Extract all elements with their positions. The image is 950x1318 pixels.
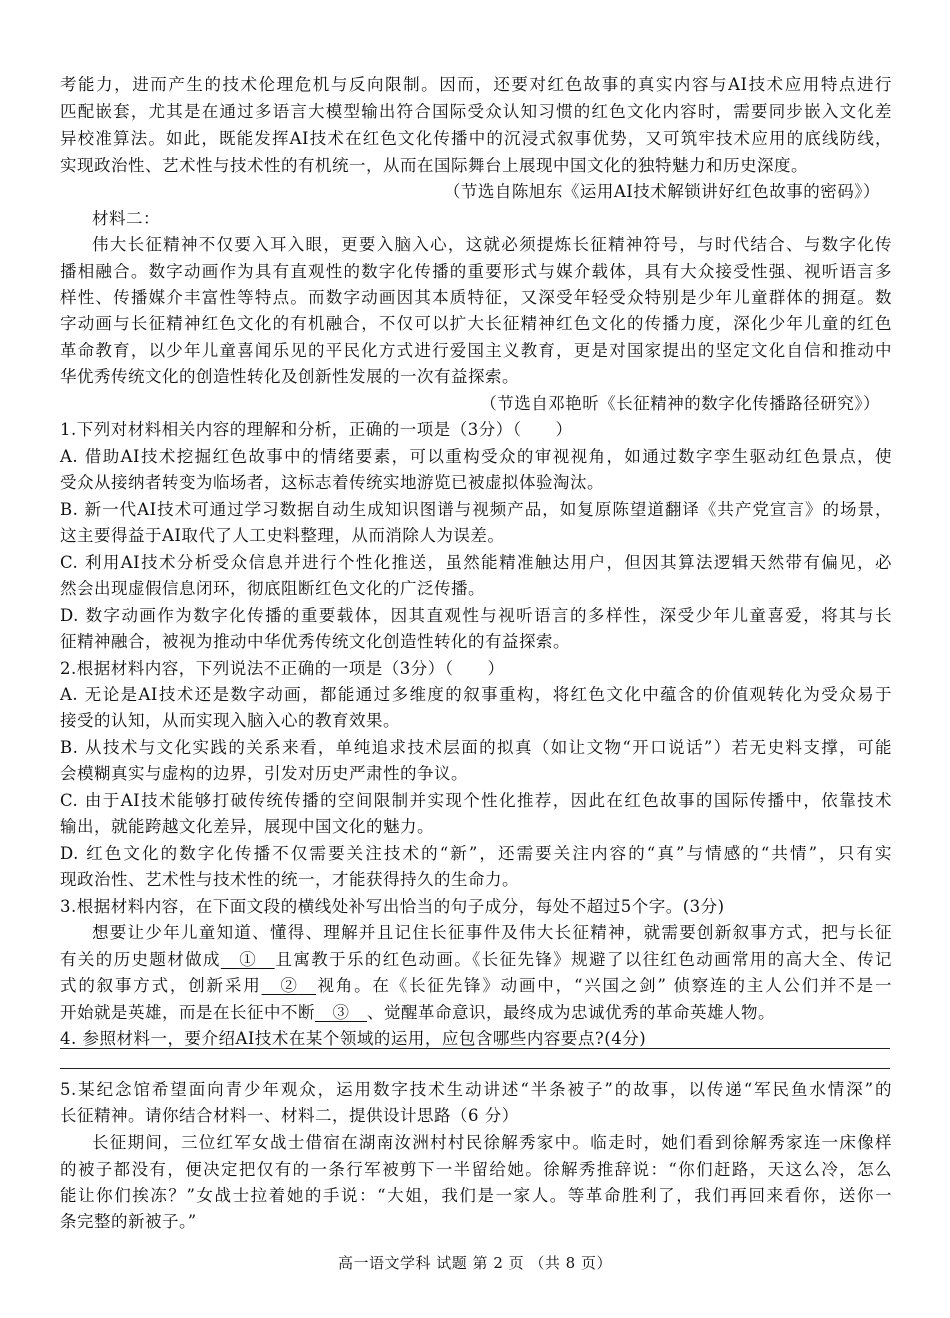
option-c-cont: 然会出现虚假信息闭环，彻底阻断红色文化的广泛传播。 [60,579,485,598]
text-line: 字动画与长征精神红色文化的有机融合，不仅可以扩大长征精神红色文化的传播力度，深化少年儿童的红色 [60,314,892,333]
answer-line [60,1068,890,1069]
blank-3: ③ [332,1003,350,1022]
option-d: D. 数字动画作为数字化传播的重要载体，因其直观性与视听语言的多样性，深受少年儿童喜爱，将其与长 [60,606,892,625]
source-citation: （节选自邓艳昕《长征精神的数字化传播路径研究》） [480,394,880,413]
source-citation: （节选自陈旭东《运用AI技术解锁讲好红色故事的密码》） [443,182,880,201]
option-b-cont: 这主要得益于AI取代了人工史料整理，从而消除人为误差。 [60,526,505,545]
fill-blank-line: 式的叙事方式，创新采用 ② 视角。在《长征先锋》动画中，“兴国之剑” 侦察连的主人公们并不是一 [60,976,892,995]
text-line: 考能力，进而产生的技术伦理危机与反向限制。因而，还要对红色故事的真实内容与AI技术应用特点进行 [60,75,892,94]
question-1: 1.下列对材料相关内容的理解和分析，正确的一项是（3分）（ ） [60,420,573,439]
text-line: 匹配嵌套，尤其是在通过多语言大模型输出符合国际受众认知习惯的红色文化内容时，需要同步嵌入文化差 [60,102,892,121]
question-3: 3.根据材料内容，在下面文段的横线处补写出恰当的句子成分，每处不超过5个字。(3分) [60,897,725,916]
text-line: 长征期间，三位红军女战士借宿在湖南汝洲村村民徐解秀家中。临走时，她们看到徐解秀家连一床像样 [92,1133,892,1152]
option-b-cont: 会模糊真实与虚构的边界，引发对历史严肃性的争议。 [60,764,468,783]
blank-1: ① [238,950,258,969]
option-c-cont: 输出，就能跨越文化差异，展现中国文化的魅力。 [60,817,434,836]
option-c: C. 利用AI技术分析受众信息并进行个性化推送，虽然能精准触达用户，但因其算法逻辑天然带有偏见，必 [60,553,892,572]
text-line: 华优秀传统文化的创造性转化及创新性发展的一次有益探索。 [60,367,519,386]
fill-blank-line: 有关的历史题材做成 ① 且寓教于乐的红色动画。《长征先锋》规避了以往红色动画常用的高大全、传记 [60,950,892,969]
question-4: 4. 参照材料一，要介绍AI技术在某个领域的运用，应包含哪些内容要点?(4分) [60,1029,647,1048]
option-b: B. 新一代AI技术可通过学习数据自动生成知识图谱与视频产品，如复原陈望道翻译《共产党宣言》的场景， [60,500,892,519]
answer-line [60,1048,890,1049]
text-line: 能让你们挨冻？”女战士拉着她的手说：“大姐，我们是一家人。等革命胜利了，我们再回来看你，送你一 [60,1186,892,1205]
text-line: 的被子都没有，便决定把仅有的一条行军被剪下一半留给她。徐解秀推辞说：“你们赶路，天这么冷，怎么 [60,1160,892,1179]
option-a: A. 无论是AI技术还是数字动画，都能通过多维度的叙事重构，将红色文化中蕴含的价值观转化为受众易于 [60,685,892,704]
question-5: 5.某纪念馆希望面向青少年观众，运用数字技术生动讲述“半条被子”的故事，以传递“军民鱼水情深”的 [60,1080,892,1099]
text-line: 伟大长征精神不仅要入耳入眼，更要入脑入心，这就必须提炼长征精神符号，与时代结合、与数字化传 [92,235,892,254]
material-heading: 材料二： [92,209,160,228]
option-a-cont: 受众从接纳者转变为临场者，这标志着传统实地游览已被虚拟体验淘汰。 [60,473,604,492]
option-c: C. 由于AI技术能够打破传统传播的空间限制并实现个性化推荐，因此在红色故事的国际传播中，依靠技术 [60,791,892,810]
text-line: 条完整的新被子。” [60,1212,197,1231]
text-line: 样性、传播媒介丰富性等特点。而数字动画因其本质特征，又深受年轻受众特别是少年儿童群体的拥趸。数 [60,288,892,307]
option-b: B. 从技术与文化实践的关系来看，单纯追求技术层面的拟真（如让文物“开口说话”）若无史料支撑，可能 [60,738,892,757]
option-d: D. 红色文化的数字化传播不仅需要关注技术的“新”，还需要关注内容的“真”与情感的“共情”，只有实 [60,844,892,863]
option-a: A. 借助AI技术挖掘红色故事中的情绪要素，可以重构受众的审视视角，如通过数字孪生驱动红色景点，使 [60,447,892,466]
text-line: 想要让少年儿童知道、懂得、理解并且记住长征事件及伟大长征精神，就需要创新叙事方式，把与长征 [92,923,892,942]
option-d-cont: 现政治性、艺术性与技术性的统一，才能获得持久的生命力。 [60,870,519,889]
page-footer: 高一语文学科 试题 第 2 页 （共 8 页） [338,1254,612,1272]
text-line: 实现政治性、艺术性与技术性的有机统一，从而在国际舞台上展现中国文化的独特魅力和历史深度。 [60,156,808,175]
blank-2: ② [279,976,299,995]
text-line: 异校准算法。如此，既能发挥AI技术在红色文化传播中的沉浸式叙事优势，又可筑牢技术应用的底线防线， [60,129,892,148]
option-d-cont: 征精神融合，被视为推动中华优秀传统文化创造性转化的有益探索。 [60,632,570,651]
question-5-cont: 长征精神。请你结合材料一、材料二，提供设计思路（6 分） [60,1106,519,1125]
text-line: 革命教育，以少年儿童喜闻乐见的平民化方式进行爱国主义教育，更是对国家提出的坚定文化自信和推动中 [60,341,892,360]
question-2: 2.根据材料内容，下列说法不正确的一项是（3分）（ ） [60,659,505,678]
text-line: 播相融合。数字动画作为具有直观性的数字化传播的重要形式与媒介载体，具有大众接受性强、视听语言多 [60,262,892,281]
option-a-cont: 接受的认知，从而实现入脑入心的教育效果。 [60,711,400,730]
fill-blank-line: 开始就是英雄，而是在长征中不断 ③ 、觉醒革命意识，最终成为忠诚优秀的革命英雄人物。 [60,1003,775,1022]
